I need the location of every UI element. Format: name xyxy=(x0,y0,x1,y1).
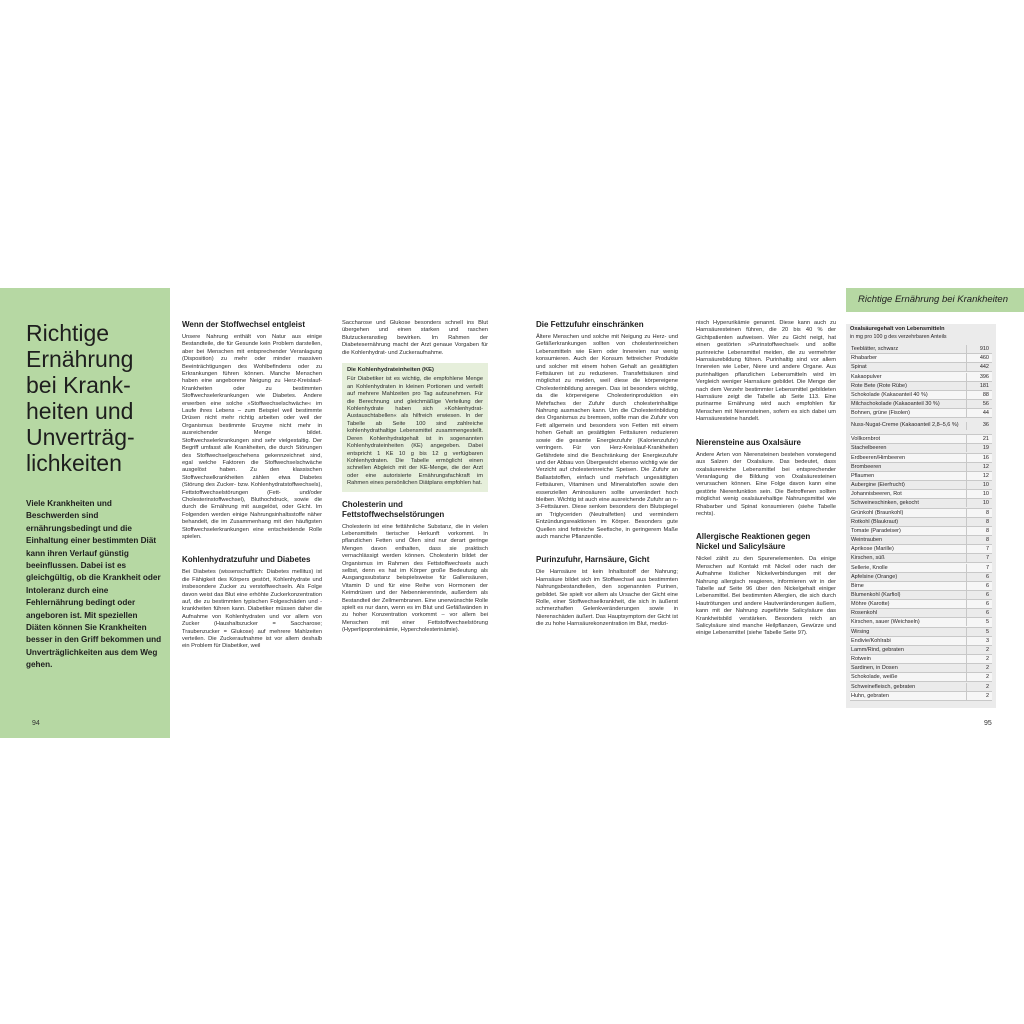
table-row xyxy=(850,463,992,472)
food-name: Aprikose (Marille) xyxy=(851,546,894,553)
food-name: Sardinen, in Dosen xyxy=(851,665,898,672)
food-name: Johannisbeeren, Rot xyxy=(851,491,902,498)
oxalic-value: 6 xyxy=(966,600,992,608)
food-name: Kirschen, süß xyxy=(851,555,885,562)
table-row xyxy=(850,655,992,664)
heading-kohlenhydrate: Kohlenhydratzufuhr und Diabetes xyxy=(182,555,311,565)
heading-stoffwechsel: Wenn der Stoffwechsel entgleist xyxy=(182,320,305,329)
table-row xyxy=(850,418,992,435)
oxalic-value: 36 xyxy=(966,422,992,430)
oxalic-value: 6 xyxy=(966,582,992,590)
food-name: Schweinefleisch, gebraten xyxy=(851,683,916,690)
running-header xyxy=(846,288,1024,312)
food-name: Huhn, gebraten xyxy=(851,692,889,699)
food-name: Brombeeren xyxy=(851,463,882,470)
table-row xyxy=(850,481,992,490)
oxalic-value: 2 xyxy=(966,683,992,691)
oxalic-value: 2 xyxy=(966,664,992,672)
info-box-text: Für Diabetiker ist es wichtig, die empfohlene Menge an Kohlenhydraten in kleinen Portionen und verteilt auf mehrere Mahlzeiten pro Tag aufzunehmen. Für die Berechnung und gleichmäßige Verteilung der Kohlenhydrate haben sich »Kohlenhydrat-Austauschtabellen« als hilfreich erwiesen. In der Tabelle ab Seite 100 sind zahlreiche kohlenhydrathaltige Lebensmittel zusammengestellt. Deren Kohlenhydratgehalt ist in sogenannten Kohlenhydrateinheiten (KE) angegeben. Dabei entspricht 1 KE 10 g bis 12 g verfügbaren Kohlenhydraten. Die Tabelle ermöglicht einen schnellen Abgleich mit der KE-Menge, die der Arzt oder eine autorisierte Ernährungsfachkraft im Rahmen eines persönlichen Diätplans empfohlen hat. xyxy=(347,376,483,487)
oxalic-value: 12 xyxy=(966,463,992,471)
paragraph: Ältere Menschen und solche mit Neigung zu Herz- und Gefäßerkrankungen sollten von cholesterinreichen Lebensmitteln wie Eiern oder Innereien nur wenig konsumieren. Auch der Konsum fettreicher Produkte und solcher mit einem hohen Gehalt an gesättigten Fettsäuren ist zu reduzieren. Transfettsäuren sind möglichst zu meiden, weil diese die körpereigene Cholesterinbildung anregen. Das ist besonders wichtig, da die körpereigene Cholesterinproduktion ein Mehrfaches der Zufuhr durch cholesterinhaltige Nahrung ausmachen kann. Um die Cholesterinbildung des Organismus zu bremsen, sollte man die Zufuhr von Fett allgemein und besonders von Fetten mit einem hohen Gehalt an gesättigten Fettsäuren reduzieren sowie die gesamte Energiezufuhr (Kalorienzufuhr) verringern. Für von Herz-Kreislauf-Krankheiten Gefährdete sind die Beschränkung der Energiezufuhr und der Abbau von Übergewicht ebenso wichtig wie der Verzicht auf cholesterinreiche Speisen. Die Zufuhr an Ballaststoffen, einfach und mehrfach ungesättigten Fettsäuren, Vitaminen und Mineralstoffen sowie den essenziellen Aminosäuren sollte unverändert hoch bleiben. Wichtig ist auch eine ausreichende Zufuhr an n-3-Fettsäuren. Diese senken besonders den Blutspiegel an Triglyceriden (Neutralfetten) und vermindern Entzündungsreaktionen im Körper. Besonders gute Quellen sind fettreiche Seefische, in geringerem Maße auch manche Pflanzenöle. xyxy=(536,334,678,540)
oxalic-value: 88 xyxy=(966,391,992,399)
table-row xyxy=(850,573,992,582)
paragraph: Die Harnsäure ist kein Inhaltsstoff der Nahrung; Harnsäure bildet sich im Stoffwechsel aus bestimmten Nahrungsbestandteilen, den sogenannten Purinen, gebildet. Sie spielt vor allem als Ursache der Gicht eine Rolle, einer Stoffwechselkrankheit, die sich in äußerst schmerzhaften Gelenkveränderungen sowie in Nierenschäden äußert. Das Hauptsymptom der Gicht ist die zu hohe Harnsäurekonzentration im Blut, medizi- xyxy=(536,569,678,628)
column-2 xyxy=(342,320,488,641)
oxalic-value: 8 xyxy=(966,518,992,526)
food-name: Weintrauben xyxy=(851,537,883,544)
table-row xyxy=(850,563,992,572)
food-name: Rotwein xyxy=(851,656,871,663)
table-row xyxy=(850,509,992,518)
oxalic-value: 6 xyxy=(966,573,992,581)
table-row xyxy=(850,444,992,453)
table-row xyxy=(850,345,992,354)
oxalic-value: 8 xyxy=(966,536,992,544)
table-row xyxy=(850,490,992,499)
column-4 xyxy=(696,320,836,644)
food-name: Pflaumen xyxy=(851,472,875,479)
table-row xyxy=(850,472,992,481)
oxalic-value: 8 xyxy=(966,509,992,517)
oxalic-value: 396 xyxy=(966,373,992,381)
food-name: Birne xyxy=(851,582,864,589)
oxalic-value: 5 xyxy=(966,618,992,626)
book-spread xyxy=(0,288,1024,738)
oxalic-value: 10 xyxy=(966,490,992,498)
table-title: Oxalsäuregehalt von Lebensmitteln xyxy=(850,326,945,332)
oxalic-value: 2 xyxy=(966,692,992,700)
oxalic-value: 10 xyxy=(966,499,992,507)
food-name: Teeblätter, schwarz xyxy=(851,346,899,353)
running-header-text: Richtige Ernährung bei Krankheiten xyxy=(858,294,1008,305)
paragraph: Cholesterin ist eine fettähnliche Substanz, die in vielen Lebensmitteln tierischer Herkunft vorkommt. In pflanzlichen Fetten und Ölen sind nur derart geringe Mengen davon enthalten, dass sie praktisch vernachlässigt werden können. Cholesterin bildet der Organismus im Rahmen des Fettstoffwechsels auch selbst, denn es hat im Körper große Bedeutung als Ausgangssubstanz beispielsweise für Gallensäuren, Vitamin D und für eine Reihe von Hormonen der Keimdrüsen und der Nebennierenrinde, außerdem als Bestandteil der Zellmembranen. Eine unerwünschte Rolle spielt es nur dann, wenn es im Blut und Gefäßwänden in zu hoher Konzentration vorkommt – vor allem bei Menschen mit einer Fettstoffwechselstörung (Hyperlipoproteinämie, Hypercholesterinämie). xyxy=(342,523,488,634)
paragraph: Bei Diabetes (wissenschaftlich: Diabetes mellitus) ist die Fähigkeit des Körpers gestört, Kohlenhydrate und insbesondere Zucker zu verstoffwechseln. Als Folge davon weist das Blut eine erhöhte Zuckerkonzentration auf, die zu bestimmten typischen Folgeschäden und -krankheiten führen kann. Diabetiker müssen daher die Aufnahme von Kohlenhydraten und vor allem von Zucker (Haushaltszucker = Saccharose; Traubenzucker = Glukose) auf mehrere Mahlzeiten verteilen. Die Zuckeraufnahme ist vor allem deshalb ein Problem für Diabetiker, weil xyxy=(182,569,322,650)
table-row xyxy=(850,664,992,673)
table-row xyxy=(850,499,992,508)
food-name: Sellerie, Knolle xyxy=(851,564,888,571)
food-name: Milchschokolade (Kakaoanteil 30 %) xyxy=(851,401,940,408)
table-row xyxy=(850,435,992,444)
table-row xyxy=(850,682,992,691)
heading-purin: Purinzufuhr, Harnsäure, Gicht xyxy=(536,555,650,565)
food-name: Erdbeeren/Himbeeren xyxy=(851,454,906,461)
table-row xyxy=(850,618,992,627)
table-row xyxy=(850,391,992,400)
oxalic-value: 181 xyxy=(966,382,992,390)
table-row xyxy=(850,536,992,545)
food-name: Vollkornbrot xyxy=(851,436,881,443)
food-name: Aubergine (Eierfrucht) xyxy=(851,482,905,489)
oxalic-value: 8 xyxy=(966,527,992,535)
food-name: Blumenkohl (Karfiol) xyxy=(851,591,901,598)
table-row xyxy=(850,372,992,381)
food-name: Stachelbeeren xyxy=(851,445,887,452)
oxalic-value: 460 xyxy=(966,354,992,362)
table-row xyxy=(850,527,992,536)
food-name: Bohnen, grüne (Fisolen) xyxy=(851,410,911,417)
paragraph: Unsere Nahrung enthält von Natur aus einige Bestandteile, die für Gesunde kein Problem darstellen, aber bei Menschen mit entsprechender Veranlagung (Disposition) zu mehr oder minder massiven Beeinträchtigungen des Wohlbefindens oder zu Erkrankungen führen können. Manche Menschen haben eine angeborene Neigung zu Herz-Kreislauf-Krankheiten oder zu bestimmten Stoffwechselerkrankungen wie Diabetes. Andere erwerben eine solche »Stoffwechselschwäche« im Laufe ihres Lebens – zum Beispiel weil bestimmte Drüsen nicht mehr richtig arbeiten oder weil der Organismus bestimmte Enzyme nicht mehr in ausreichender Menge bildet. Stoffwechselerkrankungen sind sehr vielgestaltig. Der Begriff umfasst alle Krankheiten, die durch Störungen des Stoffwechselgeschehens gekennzeichnet sind, egal welche Faktoren die Stoffwechselschwäche ausgelöst haben. Zu den klassischen Stoffwechselkrankheiten zählen etwa Diabetes (Störung des Zucker- bzw. Kohlenhydratstoffwechsels), Fettstoffwechselstörungen (Fett- und/oder Cholesterinstoffwechsel), Bluthochdruck, sowie die durch die Ernährung mit ausgelöst, oder Gicht. Im Folgenden werden einige Nahrungsinhaltsstoffe näher behandelt, die im Zusammenhang mit den häufigsten Stoffwechselerkrankungen eine entscheidende Rolle spielen. xyxy=(182,334,322,540)
table-row xyxy=(850,400,992,409)
heading-cholesterin: Cholesterin und Fettstoffwechselstörungen xyxy=(342,499,445,519)
table-row xyxy=(850,591,992,600)
table-row xyxy=(850,554,992,563)
oxalic-value: 7 xyxy=(966,554,992,562)
food-name: Spinat xyxy=(851,364,867,371)
table-row xyxy=(850,646,992,655)
food-name: Kirschen, sauer (Weichseln) xyxy=(851,619,920,626)
oxalic-value: 7 xyxy=(966,545,992,553)
table-row xyxy=(850,582,992,591)
oxalic-value: 16 xyxy=(966,454,992,462)
heading-allergie: Allergische Reaktionen gegen Nickel und Salicylsäure xyxy=(696,532,811,552)
oxalic-value: 5 xyxy=(966,628,992,636)
oxalic-value: 910 xyxy=(966,345,992,353)
page-number-right: 95 xyxy=(984,720,992,727)
chapter-intro: Viele Krankheiten und Beschwerden sind ernährungsbedingt und die Einhaltung einer bestimmten Diät kann ihren Verlauf günstig beeinflussen. Dabei ist es gleichgültig, ob die Krankheit oder Intoleranz durch eine Fehlernährung bedingt oder angeboren ist. Mit speziellen Diäten können Sie Krankheiten besser in den Griff bekommen und Unverträglichkeiten aus dem Weg gehen. xyxy=(26,499,162,670)
table-row xyxy=(850,600,992,609)
food-name: Rhabarber xyxy=(851,355,877,362)
table-row xyxy=(850,545,992,554)
food-name: Wirsing xyxy=(851,628,870,635)
food-name: Nuss-Nugat-Creme (Kakaoanteil 2,8–5,6 %) xyxy=(851,422,959,429)
food-name: Apfelsine (Orange) xyxy=(851,573,898,580)
oxalic-value: 2 xyxy=(966,646,992,654)
paragraph: Andere Arten von Nierensteinen bestehen vorwiegend aus Salzen der Oxalsäure. Das bedeutet, dass oxalsäurereiche Lebensmittel bei entsprechender Veranlagung die Bildung von Oxalsäuresteinen verursachen können. Eine Folge davon kann eine gestörte Nierenfunktion sein. Die Betroffenen sollten möglichst wenig oxalsäurehaltige Nahrungsmittel wie Rhabarber und Spinat konsumieren (siehe Tabelle rechts). xyxy=(696,451,836,517)
heading-nierensteine: Nierensteine aus Oxalsäure xyxy=(696,437,801,447)
food-name: Schokolade (Kakaoanteil 40 %) xyxy=(851,391,928,398)
oxalic-value: 3 xyxy=(966,637,992,645)
food-name: Rotkohl (Blaukraut) xyxy=(851,518,899,525)
food-name: Möhre (Karotte) xyxy=(851,601,890,608)
table-row xyxy=(850,409,992,418)
oxalic-value: 56 xyxy=(966,400,992,408)
food-name: Schokolade, weiße xyxy=(851,674,898,681)
oxalic-value: 2 xyxy=(966,673,992,681)
table-row xyxy=(850,609,992,618)
column-1 xyxy=(182,320,322,657)
chapter-title: Richtige Ernährung bei Krank- heiten und Unverträg- lichkeiten xyxy=(26,320,135,476)
food-name: Schweineschinken, gekocht xyxy=(851,500,919,507)
oxalic-value: 6 xyxy=(966,609,992,617)
oxalic-value: 6 xyxy=(966,591,992,599)
paragraph: Nickel zählt zu den Spurenelementen. Da einige Menschen auf Kontakt mit Nickel oder nach der Aufnahme löslicher Nickelverbindungen mit der Nahrung allergisch reagieren, informieren wir in der Tabelle auf Seite 96 über den Nickelgehalt einiger Lebensmittel. Bei bestimmten Allergien, die sich durch Hautrötungen und andere Hautveränderungen äußern, kann mit der Nahrung zugeführte Salicylsäure das Krankheitsbild verstärken. Besonders reich an Salicylsäure sind manche Heilpflanzen, Gewürze und einige Lebensmittel (siehe Tabelle Seite 97). xyxy=(696,556,836,637)
oxalic-acid-table xyxy=(846,324,996,708)
food-name: Grünkohl (Braunkohl) xyxy=(851,509,904,516)
oxalic-value: 10 xyxy=(966,481,992,489)
info-box-title: Die Kohlenhydrateinheiten (KE) xyxy=(347,367,434,374)
table-row xyxy=(850,354,992,363)
table-subtitle: in mg pro 100 g des verzehrbaren Anteils xyxy=(850,334,947,340)
oxalic-value: 21 xyxy=(966,435,992,443)
table-row xyxy=(850,637,992,646)
oxalic-value: 442 xyxy=(966,363,992,371)
page-number-left: 94 xyxy=(32,720,40,727)
chapter-panel xyxy=(0,288,170,738)
food-name: Rote Bete (Rote Rübe) xyxy=(851,382,907,389)
paragraph: nisch Hyperurikämie genannt. Diese kann auch zu Harnsäuresteinen führen, die 20 bis 40 % der Gichtpatienten aufweisen. Wer zu Gicht neigt, hat einen gestörten »Purinstoffwechsel« und sollte purinreiche Lebensmittel meiden, die zu vermehrter Harnsäurebildung führen. Purinhaltig sind vor allem Innereien wie Leber, Niere und andere Organe. Aus purinhaltigen pflanzlichen Lebensmitteln wird im Vergleich weniger Harnsäure gebildet. Die Menge der nach dem Verzehr bestimmter Lebensmittel gebildeten Harnsäure zeigt die Tabelle ab Seite 113. Eine purinarme Ernährung wird auch empfohlen für Menschen mit Nierensteinen, sofern es sich dabei um Harnsäuresteine handelt. xyxy=(696,320,836,423)
oxalic-value: 12 xyxy=(966,472,992,480)
oxalic-value: 44 xyxy=(966,409,992,417)
paragraph: Saccharose und Glukose besonders schnell ins Blut übergehen und einen starken und raschen Blutzuckeranstieg bewirken. Im Rahmen der Diabetesernährung macht der Arzt genaue Vorgaben für die Kohlenhydrat- und Zuckeraufnahme. xyxy=(342,320,488,356)
table-rows xyxy=(850,345,992,701)
table-row xyxy=(850,363,992,372)
oxalic-value: 2 xyxy=(966,655,992,663)
food-name: Rosenkohl xyxy=(851,610,877,617)
table-row xyxy=(850,673,992,682)
food-name: Endivie/Kohlrabi xyxy=(851,637,891,644)
food-name: Lamm/Rind, gebraten xyxy=(851,646,904,653)
column-3 xyxy=(536,320,678,635)
table-row xyxy=(850,454,992,463)
food-name: Kakaopulver xyxy=(851,373,882,380)
oxalic-value: 7 xyxy=(966,564,992,572)
table-row xyxy=(850,692,992,701)
heading-fettzufuhr: Die Fettzufuhr einschränken xyxy=(536,320,644,329)
table-row xyxy=(850,518,992,527)
table-row xyxy=(850,382,992,391)
table-row xyxy=(850,628,992,637)
oxalic-value: 19 xyxy=(966,444,992,452)
food-name: Tomate (Paradeiser) xyxy=(851,527,901,534)
info-box-ke xyxy=(342,363,488,492)
